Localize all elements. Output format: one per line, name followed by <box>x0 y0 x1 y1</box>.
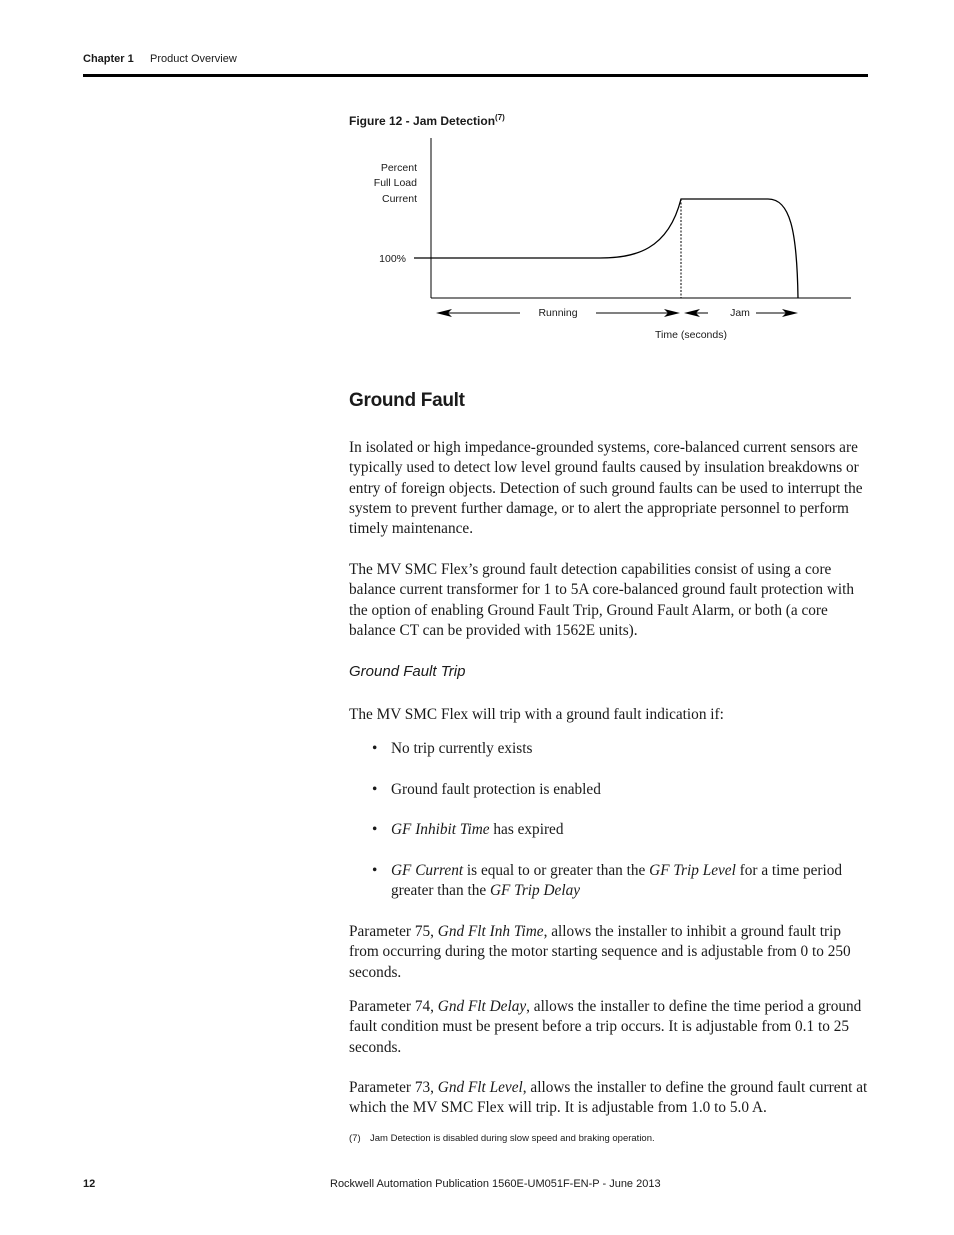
bullet-emphasis: GF Current <box>391 862 464 879</box>
page-header <box>83 53 868 75</box>
bullet-text: Ground fault protection is enabled <box>391 781 601 798</box>
y-label-line-3: Current <box>381 193 417 205</box>
jam-label: Jam <box>730 307 750 319</box>
param-73-pre: Parameter 73, <box>349 1079 438 1096</box>
paragraph-param-74 <box>349 997 869 1058</box>
param-73-post: , allows the installer to define the ground fault current at which the MV SMC Flex will trip. It is adjustable from 1.0 to 5.0 A. <box>349 1079 868 1117</box>
y-tick-100: 100% <box>379 253 406 265</box>
figure-footnote-ref: (7) <box>495 113 505 122</box>
paragraph-trip-intro: The MV SMC Flex will trip with a ground fault indication if: <box>349 706 724 723</box>
chapter-label: Chapter 1 <box>83 53 134 65</box>
bullet-text-mid: is equal to or greater than the <box>463 862 650 879</box>
param-74-pre: Parameter 74, <box>349 998 438 1015</box>
header-rule <box>83 74 868 77</box>
publication-info: Rockwell Automation Publication 1560E-UM051F-EN-P - June 2013 <box>330 1178 661 1190</box>
paragraph-param-75 <box>349 922 869 983</box>
bullet-text <box>391 861 869 902</box>
bullet-emphasis: GF Inhibit Time <box>391 821 490 838</box>
bullet-dot: • <box>372 740 378 757</box>
bullet-dot: • <box>372 862 378 879</box>
chart-svg <box>370 130 870 355</box>
x-axis-label: Time (seconds) <box>655 329 727 341</box>
paragraph-capabilities: The MV SMC Flex’s ground fault detection capabilities consist of using a core balance current transformer for 1 to 5A core-balanced ground fault protection with the option of enabling Ground Fault Trip, Ground Fault Alarm, or both (a core balance CT can be provided with 1562E units). <box>349 561 855 639</box>
bullet-text: No trip currently exists <box>391 740 533 757</box>
subheading-ground-fault-trip: Ground Fault Trip <box>349 663 466 680</box>
param-75-post: , allows the installer to inhibit a ground fault trip from occurring during the motor starting sequence and is adjustable from 0 to 250 seconds. <box>349 923 851 981</box>
page-number: 12 <box>83 1178 96 1190</box>
bullet-emphasis: GF Trip Delay <box>489 882 581 900</box>
param-74-post: , allows the installer to define the time period a ground fault condition must be present before a trip occurs. It is adjustable from 0.1 to 25 seconds. <box>349 998 862 1056</box>
y-label-line-1: Percent <box>380 162 417 174</box>
bullet-dot: • <box>372 821 378 838</box>
param-74-name: Gnd Flt Delay <box>437 998 527 1015</box>
y-label-line-2: Full Load <box>373 177 417 189</box>
paragraph-param-73 <box>349 1078 869 1119</box>
section-label: Product Overview <box>150 53 237 65</box>
param-75-pre: Parameter 75, <box>349 923 438 940</box>
bullet-emphasis: GF Trip Level <box>649 862 736 879</box>
footnote-number: (7) <box>349 1133 361 1144</box>
section-heading: Ground Fault <box>349 390 465 411</box>
figure-title <box>349 113 505 128</box>
param-75-name: Gnd Flt Inh Time <box>437 923 544 940</box>
jam-detection-chart <box>370 130 870 355</box>
bullet-text-rest: has expired <box>489 821 564 838</box>
param-73-name: Gnd Flt Level <box>437 1079 523 1096</box>
footnote-text: Jam Detection is disabled during slow speed and braking operation. <box>370 1133 655 1144</box>
bullet-text <box>391 820 869 840</box>
bullet-dot: • <box>372 781 378 798</box>
running-label: Running <box>538 307 578 319</box>
current-curve <box>414 199 798 298</box>
bullet-text-mid: for a time period greater than the <box>391 862 843 900</box>
figure-title-text: Figure 12 - Jam Detection <box>349 114 496 128</box>
paragraph-intro: In isolated or high impedance-grounded systems, core-balanced current sensors are typically used to detect low level ground faults caused by insulation breakdowns or entry of foreign objects. Detection of such ground faults can be used to interrupt the system to prevent further damage, or to alert the appropriate personnel to perform timely maintenance. <box>349 439 863 538</box>
